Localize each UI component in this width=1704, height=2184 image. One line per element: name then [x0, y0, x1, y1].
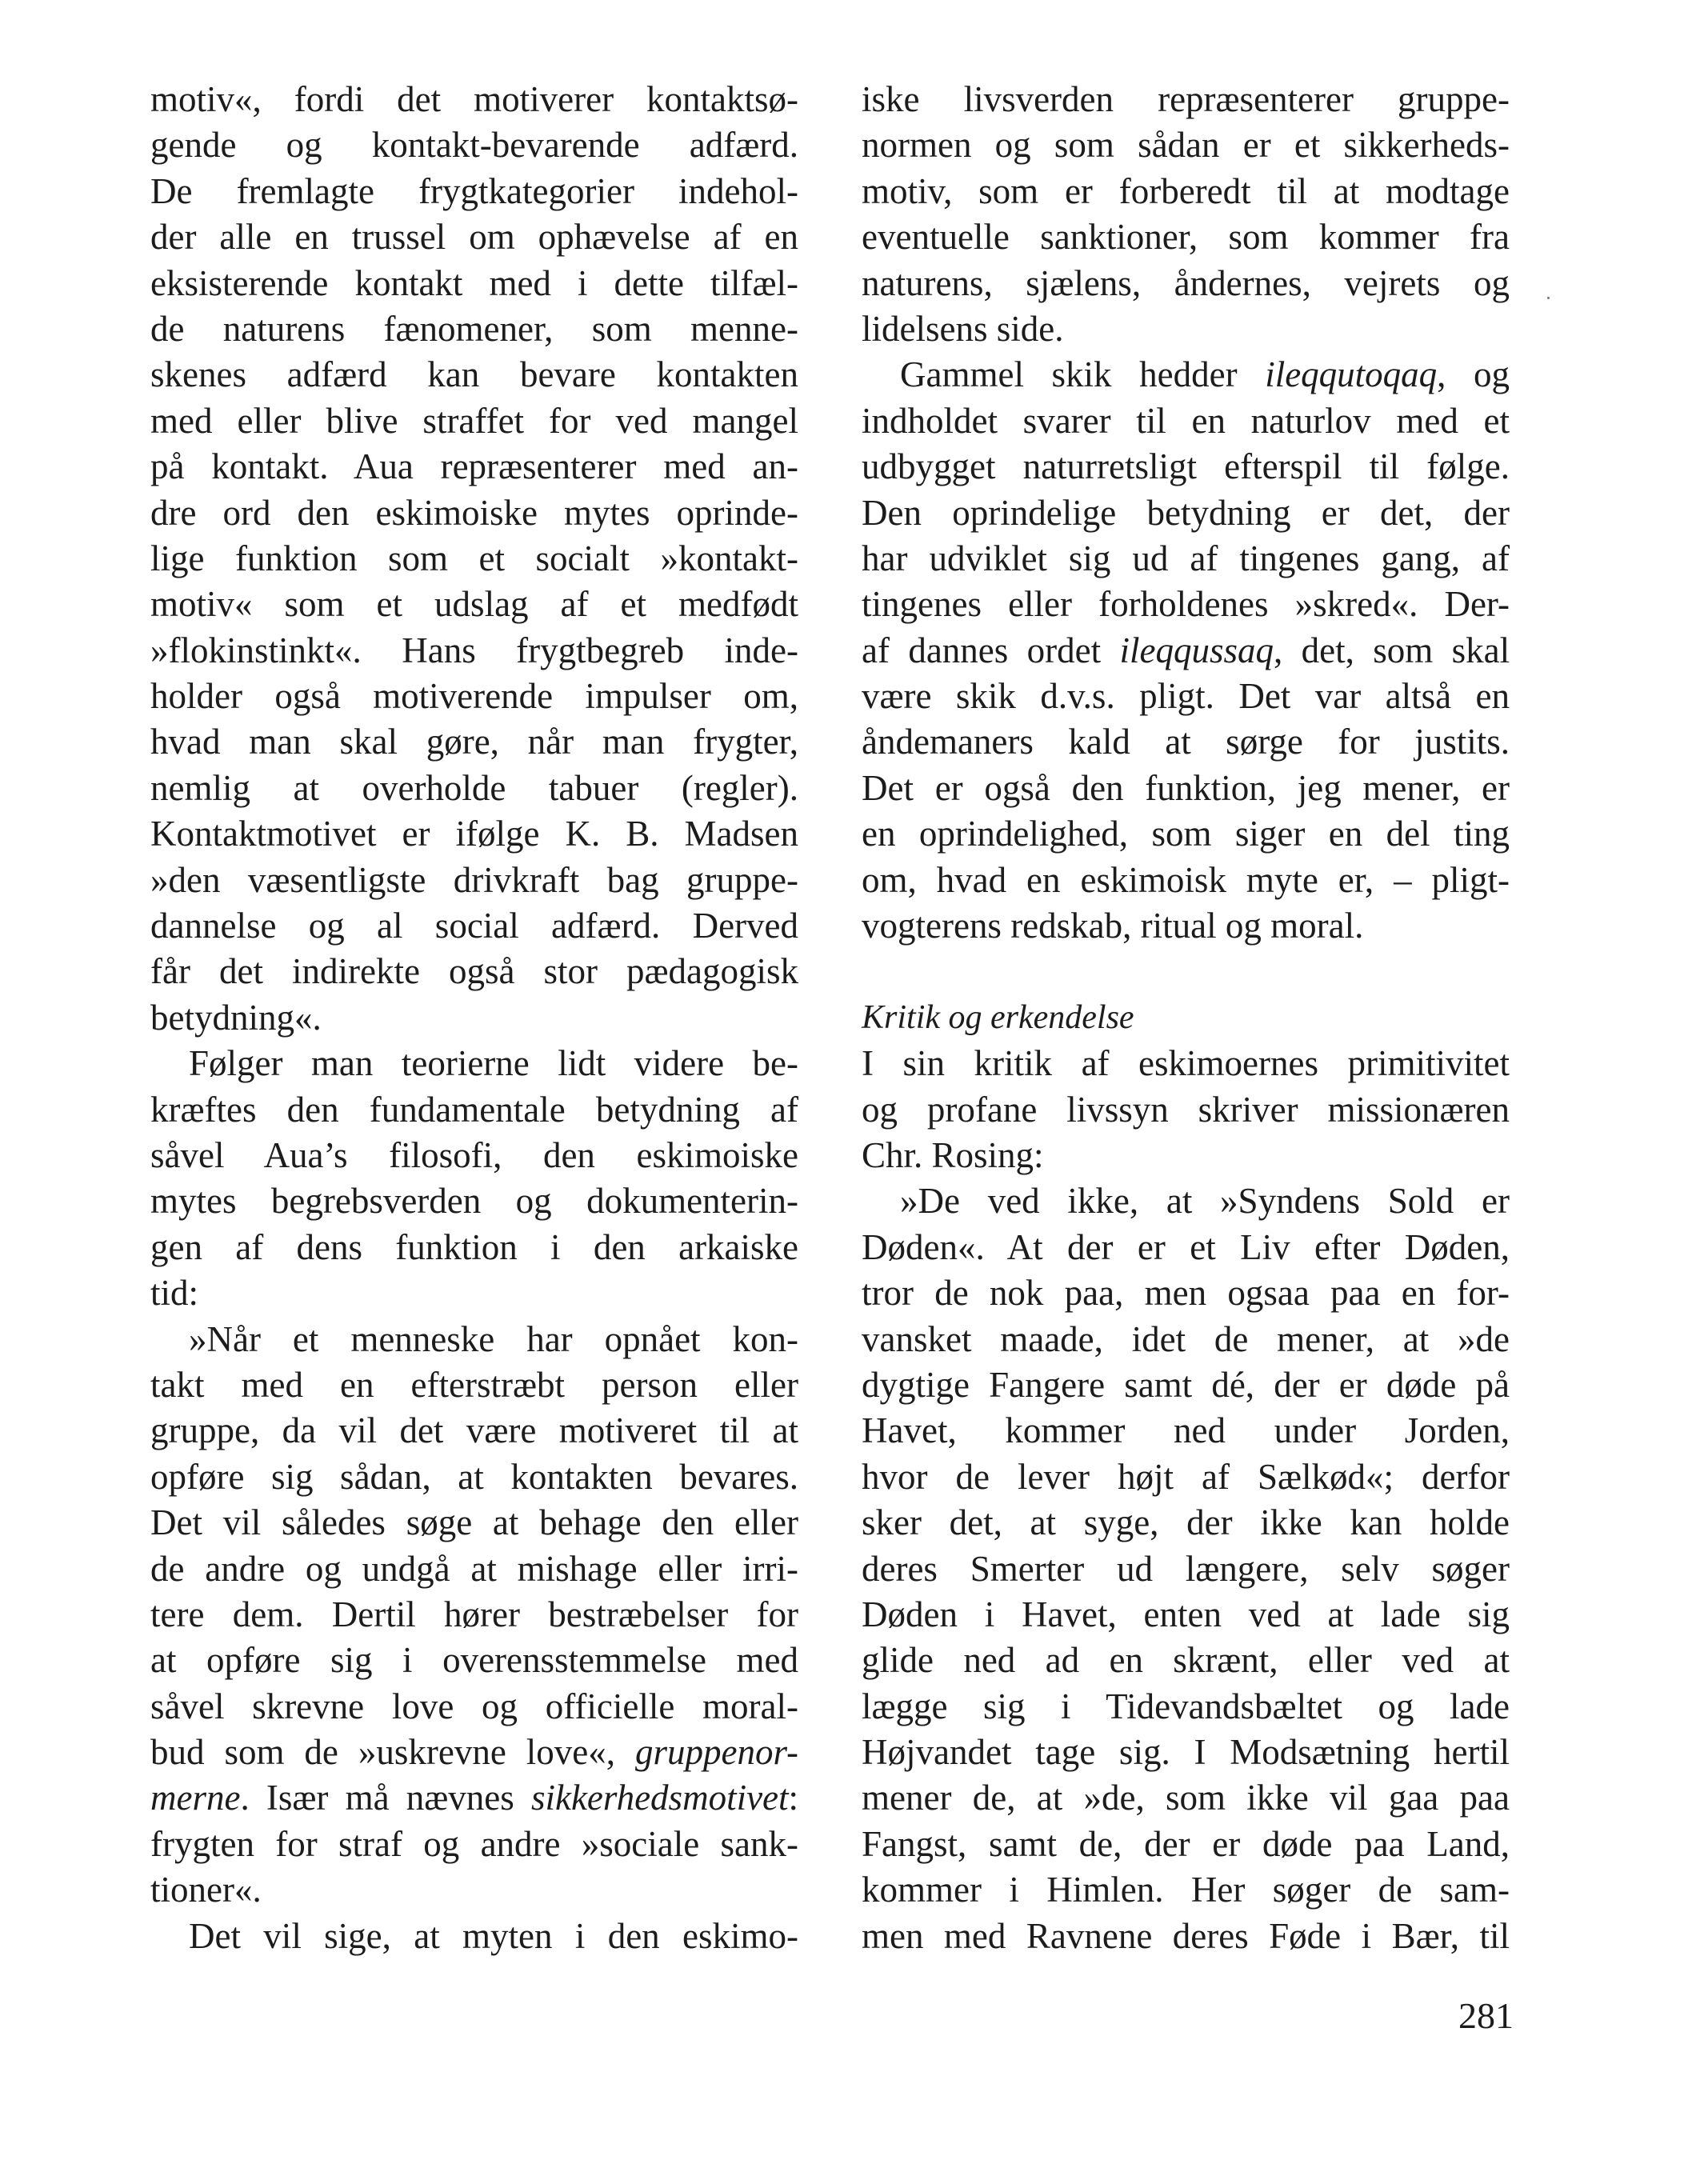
left-text-line: eksisterende kontakt med i dette tilfæl- [150, 262, 798, 303]
right-text-line: en oprindelighed, som siger en del ting [862, 814, 1510, 854]
left-text-line: der alle en trussel om ophævelse af en [150, 217, 798, 258]
left-text-line: hvad man skal gøre, når man frygter, [150, 722, 798, 762]
right-text-line: tingenes eller forholdenes »skred«. Der- [862, 584, 1510, 625]
right-text-line: Havet, kommer ned under Jorden, [862, 1410, 1510, 1451]
right-text-line: dygtige Fangere samt dé, der er døde på [862, 1364, 1510, 1405]
right-text-line: vogterens redskab, ritual og moral. [862, 906, 1364, 946]
right-text-line: deres Smerter ud længere, selv søger [862, 1548, 1510, 1589]
left-text-line: Det vil sige, at myten i den eskimo- [189, 1915, 798, 1956]
left-text-line: de naturens fænomener, som menne- [150, 308, 798, 349]
left-text-line: mytes begrebsverden og dokumenterin- [150, 1181, 798, 1222]
right-text-line: glide ned ad en skrænt, eller ved at [862, 1640, 1510, 1681]
left-text-line: »Når et menneske har opnået kon- [189, 1318, 798, 1359]
right-text-line: Højvandet tage sig. I Modsætning hertil [862, 1732, 1510, 1773]
scan-speck [1547, 297, 1550, 299]
right-text-line: men med Ravnene deres Føde i Bær, til [862, 1915, 1510, 1956]
right-column [862, 77, 1510, 1959]
left-text-line: skenes adfærd kan bevare kontakten [150, 354, 798, 395]
left-text-line: takt med en efterstræbt person eller [150, 1364, 798, 1405]
right-text-line: naturens, sjælens, åndernes, vejrets og [862, 262, 1510, 303]
left-column [150, 77, 798, 1959]
left-text-line: dannelse og al social adfærd. Derved [150, 906, 798, 946]
right-text-line: vansket maade, idet de mener, at »de [862, 1318, 1510, 1359]
left-text-line: merne. Især må nævnes sikkerhedsmotivet: [150, 1778, 799, 1818]
section-heading: Kritik og erkendelse [862, 998, 1134, 1036]
left-text-line: såvel skrevne love og officielle moral- [150, 1686, 798, 1726]
left-text-line: bud som de »uskrevne love«, gruppenor- [150, 1732, 799, 1773]
left-text-line: de andre og undgå at mishage eller irri- [150, 1548, 798, 1589]
left-text-line: holder også motiverende impulser om, [150, 676, 798, 717]
left-text-line: får det indirekte også stor pædagogisk [150, 951, 798, 992]
left-text-line: »den væsentligste drivkraft bag gruppe- [150, 859, 798, 900]
right-text-line: Fangst, samt de, der er døde paa Land, [862, 1823, 1510, 1864]
left-text-line: motiv« som et udslag af et medfødt [150, 584, 798, 625]
left-text-line: tioner«. [150, 1870, 262, 1910]
right-text-line: lægge sig i Tidevandsbæltet og lade [862, 1686, 1510, 1726]
left-text-line: motiv«, fordi det motiverer kontaktsø- [150, 79, 798, 119]
right-text-line: lidelsens side. [862, 308, 1064, 349]
right-text-line: mener de, at »de, som ikke vil gaa paa [862, 1778, 1510, 1818]
left-text-line: dre ord den eskimoiske mytes oprinde- [150, 492, 798, 533]
right-text-line: tror de nok paa, men ogsaa paa en for- [862, 1273, 1510, 1314]
left-text-line: betydning«. [150, 997, 322, 1038]
right-text-line: være skik d.v.s. pligt. Det var altså en [862, 676, 1510, 717]
left-text-line: Kontaktmotivet er ifølge K. B. Madsen [150, 814, 798, 854]
right-text-line: om, hvad en eskimoisk myte er, – pligt- [862, 859, 1510, 900]
right-text-line: og profane livssyn skriver missionæren [862, 1089, 1510, 1130]
right-text-line: eventuelle sanktioner, som kommer fra [862, 217, 1510, 258]
page-number: 281 [1458, 1995, 1514, 2036]
right-text-line: I sin kritik af eskimoernes primitivitet [862, 1043, 1510, 1084]
left-text-line: kræftes den fundamentale betydning af [150, 1089, 798, 1130]
right-text-line: indholdet svarer til en naturlov med et [862, 400, 1510, 441]
right-text-line: normen og som sådan er et sikkerheds- [862, 125, 1510, 166]
right-text-line: iske livsverden repræsenterer gruppe- [862, 79, 1510, 119]
right-text-line: udbygget naturretsligt efterspil til følge. [862, 446, 1510, 487]
left-text-line: tid: [150, 1273, 199, 1314]
right-text-line: kommer i Himlen. Her søger de sam- [862, 1870, 1510, 1910]
right-text-line: har udviklet sig ud af tingenes gang, af [862, 538, 1510, 578]
right-text-line: Chr. Rosing: [862, 1134, 1044, 1175]
left-text-line: gruppe, da vil det være motiveret til at [150, 1410, 798, 1451]
right-text-line: »De ved ikke, at »Syndens Sold er [900, 1181, 1510, 1222]
left-text-line: gen af dens funktion i den arkaiske [150, 1226, 798, 1267]
right-text-line: motiv, som er forberedt til at modtage [862, 170, 1510, 211]
left-text-line: frygten for straf og andre »sociale sank- [150, 1823, 798, 1864]
left-text-line: nemlig at overholde tabuer (regler). [150, 767, 798, 808]
left-text-line: at opføre sig i overensstemmelse med [150, 1640, 798, 1681]
right-text-line: Det er også den funktion, jeg mener, er [862, 767, 1510, 808]
right-text-line: åndemaners kald at sørge for justits. [862, 722, 1510, 762]
right-text-line: Den oprindelige betydning er det, der [862, 492, 1510, 533]
right-text-line: hvor de lever højt af Sælkød«; derfor [862, 1456, 1510, 1497]
left-text-line: lige funktion som et socialt »kontakt- [150, 538, 798, 578]
left-text-line: »flokinstinkt«. Hans frygtbegreb inde- [150, 630, 798, 670]
left-text-line: tere dem. Dertil hører bestræbelser for [150, 1594, 798, 1634]
right-text-line: sker det, at syge, der ikke kan holde [862, 1502, 1510, 1543]
left-text-line: Det vil således søge at behage den eller [150, 1502, 798, 1543]
right-text-line: Døden i Havet, enten ved at lade sig [862, 1594, 1510, 1634]
left-text-line: såvel Aua’s filosofi, den eskimoiske [150, 1134, 798, 1175]
left-text-line: opføre sig sådan, at kontakten bevares. [150, 1456, 798, 1497]
left-text-line: med eller blive straffet for ved mangel [150, 400, 798, 441]
right-text-line: Døden«. At der er et Liv efter Døden, [862, 1226, 1510, 1267]
left-text-line: på kontakt. Aua repræsenterer med an- [150, 446, 798, 487]
left-text-line: De fremlagte frygtkategorier indehol- [150, 170, 798, 211]
left-text-line: gende og kontakt-bevarende adfærd. [150, 125, 798, 166]
right-text-line: Gammel skik hedder ileqqutoqaq, og [900, 354, 1510, 395]
left-text-line: Følger man teorierne lidt videre be- [189, 1043, 798, 1084]
right-text-line: af dannes ordet ileqqussaq, det, som skal [862, 630, 1510, 670]
